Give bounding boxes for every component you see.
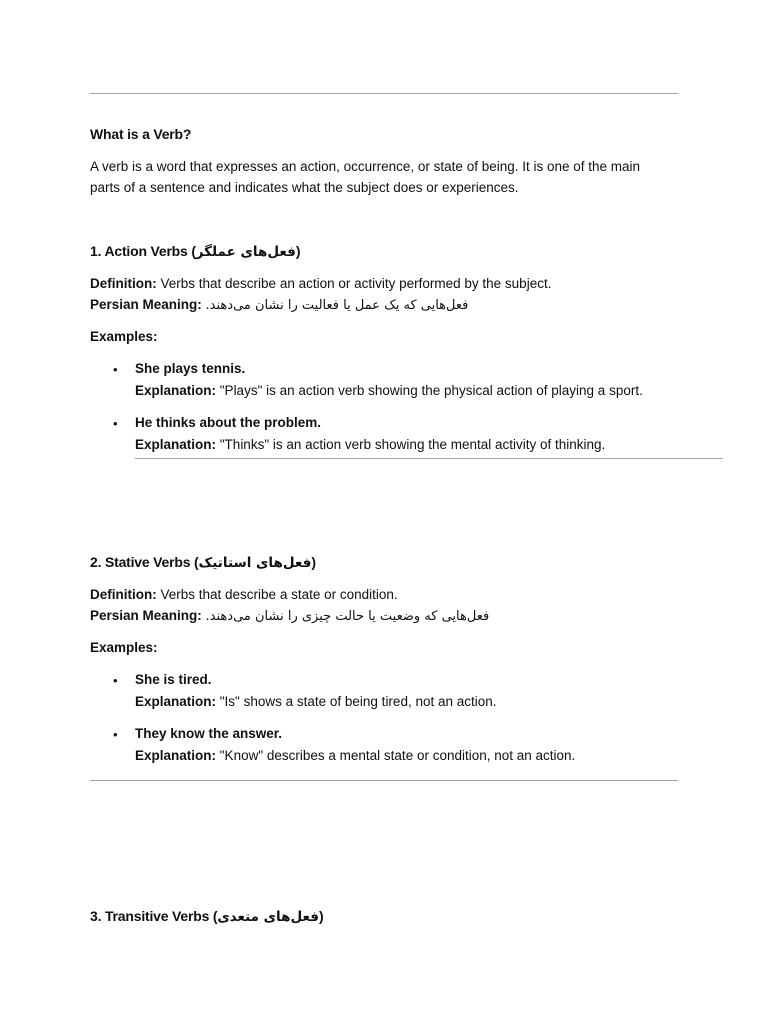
stative-heading-close: ) [311, 554, 316, 570]
persian-meaning-text: فعل‌هایی که یک عمل یا فعالیت را نشان می‌دهند. [205, 298, 469, 313]
stative-examples-label: Examples: [90, 640, 158, 655]
explanation-text: "Know" describes a mental state or condition, not an action. [216, 748, 576, 763]
bullet: • [113, 362, 118, 377]
example-explanation [135, 383, 643, 398]
explanation-text: "Thinks" is an action verb showing the mental activity of thinking. [216, 437, 606, 452]
section-divider [90, 780, 678, 781]
transitive-heading-close: ) [318, 908, 324, 924]
explanation-label: Explanation: [135, 383, 217, 398]
action-persian-meaning [90, 297, 468, 313]
explanation-label: Explanation: [135, 694, 217, 709]
stative-heading [90, 554, 316, 571]
explanation-label: Explanation: [135, 748, 217, 763]
action-definition [90, 276, 551, 291]
example-explanation [135, 694, 497, 709]
action-heading-en: 1. Action Verbs ( [90, 243, 196, 259]
stative-heading-en: 2. Stative Verbs ( [90, 554, 199, 570]
persian-meaning-text: فعل‌هایی که وضعیت یا حالت چیزی را نشان می‌دهند. [205, 609, 490, 624]
explanation-label: Explanation: [135, 437, 217, 452]
top-divider [90, 93, 678, 94]
definition-text: Verbs that describe an action or activity performed by the subject. [156, 276, 552, 291]
example-sentence: She plays tennis. [135, 361, 246, 376]
transitive-heading-fa: فعل‌های متعدی [217, 909, 319, 925]
example-sentence: They know the answer. [135, 726, 283, 741]
bullet: • [113, 727, 118, 742]
example-sentence: He thinks about the problem. [135, 415, 322, 430]
section-divider [135, 458, 723, 459]
explanation-text: "Is" shows a state of being tired, not an action. [216, 694, 497, 709]
intro-paragraph: A verb is a word that expresses an action, occurrence, or state of being. It is one of the main parts of a sentence and indicates what the subject does or experiences. [90, 159, 641, 195]
definition-label: Definition: [90, 587, 157, 602]
stative-definition [90, 587, 398, 602]
transitive-heading [90, 908, 323, 925]
example-explanation [135, 437, 605, 452]
persian-meaning-label: Persian Meaning: [90, 297, 202, 312]
action-heading [90, 243, 300, 260]
action-heading-fa: فعل‌های عملگر [195, 244, 296, 260]
action-heading-close: ) [295, 243, 301, 259]
action-examples-label: Examples: [90, 329, 158, 344]
example-explanation [135, 748, 575, 763]
bullet: • [113, 673, 118, 688]
stative-heading-fa: فعل‌های استاتیک [198, 555, 312, 571]
stative-persian-meaning [90, 608, 489, 624]
persian-meaning-label: Persian Meaning: [90, 608, 202, 623]
bullet: • [113, 416, 118, 431]
explanation-text: "Plays" is an action verb showing the physical action of playing a sport. [216, 383, 643, 398]
example-sentence: She is tired. [135, 672, 212, 687]
definition-label: Definition: [90, 276, 157, 291]
definition-text: Verbs that describe a state or condition. [156, 587, 398, 602]
transitive-heading-en: 3. Transitive Verbs ( [90, 908, 218, 924]
intro-heading: What is a Verb? [90, 126, 192, 142]
